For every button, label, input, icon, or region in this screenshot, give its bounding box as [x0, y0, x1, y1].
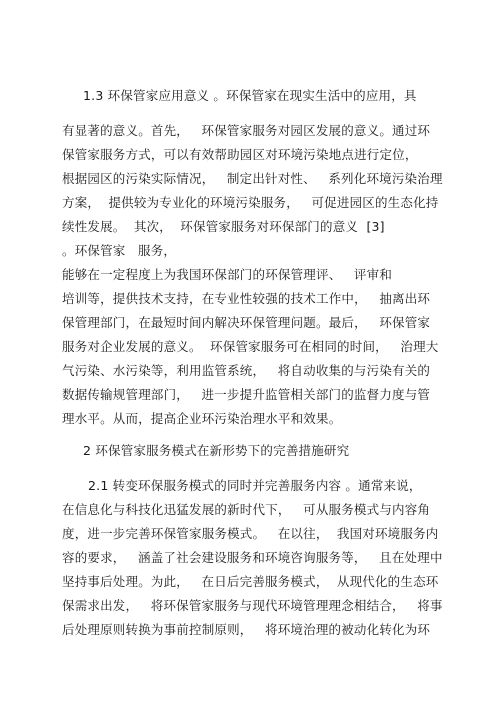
section-1-3-line: 保管家服务方式，可以有效帮助园区对环境污染地点进行定位，: [62, 147, 418, 162]
section-2-1-line: 容的要求， 涵盖了社会建设服务和环境咨询服务等， 且在处理中: [62, 550, 443, 565]
section-1-3-line: 。环保管家 服务，: [62, 243, 177, 258]
section-2-heading: 2 环保管家服务模式在新形势下的完善措施研究: [83, 443, 350, 458]
section-1-3-line: 培训等，提供技术支持，在专业性较强的技术工作中， 抽离出环: [62, 291, 431, 306]
section-1-3-line: 气污染、水污染等，利用监管系统， 将自动收集的与污染有关的: [62, 363, 431, 378]
section-1-3-line: 理水平。从而，提高企业环污染治理水平和效果。: [62, 411, 342, 426]
section-1-3-line: 续性发展。 其次， 环保管家服务对环保部门的意义 [3]: [62, 219, 385, 234]
section-1-3-line: 根据园区的污染实际情况， 制定出针对性、 系列化环境污染治理: [62, 171, 443, 186]
section-2-1-line: 保需求出发， 将环保管家服务与现代环境管理理念相结合， 将事: [62, 598, 443, 613]
section-1-3-heading-line: 1.3 环保管家应用意义 。环保管家在现实生活中的应用，具: [83, 88, 417, 103]
section-1-3-line: 保管理部门，在最短时间内解决环保管理问题。最后， 环保管家: [62, 315, 431, 330]
section-1-3-line: 方案， 提供较为专业化的环境污染服务， 可促进园区的生态化持: [62, 195, 439, 210]
section-1-3-line: 能够在一定程度上为我国环保部门的环保管理评、 评审和: [62, 267, 393, 282]
section-2-1-heading-line: 2.1 转变环保服务模式的同时并完善服务内容 。通常来说，: [88, 478, 422, 493]
section-2-1-line: 坚持事后处理。为此， 在日后完善服务模式， 从现代化的生态环: [62, 574, 439, 589]
section-1-3-line: 有显著的意义。首先， 环保管家服务对园区发展的意义。通过环: [62, 123, 431, 138]
section-2-1-line: 度，进一步完善环保管家服务模式。 在以往， 我国对环境服务内: [62, 526, 439, 541]
section-2-1-line: 在信息化与科技化迅猛发展的新时代下， 可从服务模式与内容角: [62, 502, 431, 517]
section-1-3-line: 数据传输规管理部门， 进一步提升监管相关部门的监督力度与管: [62, 387, 431, 402]
section-1-3-line: 服务对企业发展的意义。 环保管家服务可在相同的时间， 治理大: [62, 339, 439, 354]
section-2-1-line: 后处理原则转换为事前控制原则， 将环境治理的被动化转化为环: [62, 622, 431, 637]
